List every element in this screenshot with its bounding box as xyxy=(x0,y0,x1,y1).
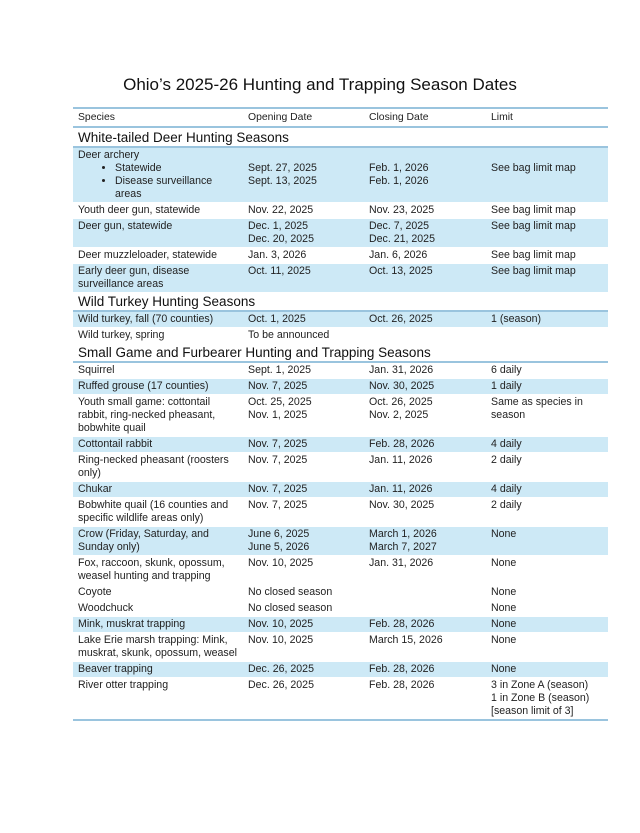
limit-cell xyxy=(486,362,608,379)
species: Crow (Friday, Saturday, and Sunday only) xyxy=(78,528,209,553)
closing-date-cell: Oct. 13, 2025 xyxy=(364,264,486,293)
limit-cell xyxy=(486,395,608,437)
limit: 3 in Zone A (season) xyxy=(491,679,589,691)
opening-date: June 6, 2025 xyxy=(248,528,310,540)
closing-date-cell xyxy=(364,437,486,453)
opening-date-cell xyxy=(243,633,364,662)
opening-date: Nov. 10, 2025 xyxy=(248,634,314,646)
closing-date: Feb. 28, 2026 xyxy=(369,679,435,691)
species: Lake Erie marsh trapping: Mink, muskrat, skunk, opossum, weasel xyxy=(78,634,237,659)
species-cell xyxy=(73,498,243,527)
table-row xyxy=(73,328,608,344)
closing-date: Nov. 2, 2025 xyxy=(369,409,429,421)
table-row xyxy=(73,379,608,395)
opening-date: Sept. 1, 2025 xyxy=(248,364,312,376)
opening-date-cell: To be announced xyxy=(248,329,330,341)
limit-cell xyxy=(486,437,608,453)
species-cell xyxy=(73,585,243,601)
limit-cell: See bag limit map xyxy=(486,219,608,248)
opening-date-cell xyxy=(243,527,364,556)
season-dates-table xyxy=(73,107,608,721)
closing-date-cell xyxy=(364,453,486,482)
section-heading-small-game xyxy=(73,343,608,362)
closing-date-cell xyxy=(364,527,486,556)
species-cell xyxy=(73,453,243,482)
opening-date: Sept. 13, 2025 xyxy=(248,175,317,187)
species-cell: Early deer gun, disease surveillance areas xyxy=(73,264,243,293)
section-title: Wild Turkey Hunting Seasons xyxy=(73,292,608,311)
closing-date-cell xyxy=(364,362,486,379)
species: Bobwhite quail (16 counties and specific wildlife areas only) xyxy=(78,499,229,524)
closing-date-cell xyxy=(364,498,486,527)
table-row xyxy=(73,585,608,601)
species-cell: Deer gun, statewide xyxy=(73,219,243,248)
opening-date-cell xyxy=(243,219,364,248)
closing-date-cell xyxy=(364,662,486,678)
opening-date-cell xyxy=(243,498,364,527)
closing-date-cell: Jan. 6, 2026 xyxy=(364,248,486,264)
species-cell xyxy=(73,395,243,437)
section-title: Small Game and Furbearer Hunting and Trapping Seasons xyxy=(73,343,608,362)
closing-date-cell xyxy=(364,482,486,498)
table-row xyxy=(73,556,608,585)
limit-cell xyxy=(486,556,608,585)
species-cell xyxy=(73,662,243,678)
table-row xyxy=(73,395,608,437)
section-heading-deer xyxy=(73,127,608,147)
limit: 1 in Zone B (season) xyxy=(491,692,590,704)
table-row xyxy=(73,678,608,721)
species: Mink, muskrat trapping xyxy=(78,618,186,630)
closing-date-cell xyxy=(364,585,486,601)
limit-cell xyxy=(486,328,608,344)
table-row xyxy=(73,248,608,264)
limit-cell xyxy=(486,633,608,662)
species-cell xyxy=(73,678,243,721)
species: Fox, raccoon, skunk, opossum, weasel hunting and trapping xyxy=(78,557,225,582)
table-row xyxy=(73,617,608,633)
opening-date: June 5, 2026 xyxy=(248,541,310,553)
table-row xyxy=(73,219,608,248)
table-row xyxy=(73,362,608,379)
opening-date-cell xyxy=(243,379,364,395)
limit-cell: See bag limit map xyxy=(486,264,608,293)
species-cell xyxy=(73,527,243,556)
opening-date: Nov. 7, 2025 xyxy=(248,438,308,450)
limit-cell xyxy=(486,498,608,527)
limit-cell xyxy=(486,453,608,482)
species-sublist xyxy=(78,162,238,201)
section-heading-turkey xyxy=(73,292,608,311)
species-cell: Wild turkey, fall (70 counties) xyxy=(73,311,243,328)
table-row xyxy=(73,601,608,617)
closing-date-cell xyxy=(364,379,486,395)
species: Coyote xyxy=(78,586,112,598)
table-row xyxy=(73,453,608,482)
species-cell xyxy=(73,147,243,203)
table-row xyxy=(73,527,608,556)
closing-date: Oct. 26, 2025 xyxy=(369,396,433,408)
opening-date-cell xyxy=(243,395,364,437)
limit: 4 daily xyxy=(491,438,522,450)
closing-date-cell xyxy=(364,328,486,344)
limit-cell: See bag limit map xyxy=(486,248,608,264)
limit: None xyxy=(491,586,517,598)
page-title: Ohio’s 2025-26 Hunting and Trapping Season Dates xyxy=(123,75,517,94)
limit-cell xyxy=(486,527,608,556)
closing-date: Nov. 30, 2025 xyxy=(369,499,435,511)
opening-date-cell xyxy=(243,147,364,203)
closing-date-cell xyxy=(364,633,486,662)
table-row xyxy=(73,633,608,662)
species: Chukar xyxy=(78,483,113,495)
species-cell xyxy=(73,556,243,585)
closing-date: Feb. 28, 2026 xyxy=(369,663,435,675)
limit-cell xyxy=(486,601,608,617)
limit-cell xyxy=(486,379,608,395)
closing-date-cell xyxy=(364,147,486,203)
header-limit: Limit xyxy=(486,108,608,127)
closing-date: Jan. 11, 2026 xyxy=(369,454,433,466)
table-row xyxy=(73,147,608,203)
table-row xyxy=(73,482,608,498)
opening-date-cell xyxy=(243,662,364,678)
closing-date-cell xyxy=(364,601,486,617)
closing-date-cell xyxy=(364,678,486,721)
limit-cell xyxy=(486,585,608,601)
opening-date-cell xyxy=(243,437,364,453)
closing-date-cell: Oct. 26, 2025 xyxy=(364,311,486,328)
species: Beaver trapping xyxy=(78,663,153,675)
limit-cell: See bag limit map xyxy=(486,147,608,203)
species-cell: Deer muzzleloader, statewide xyxy=(73,248,243,264)
opening-date-cell: Nov. 22, 2025 xyxy=(243,203,364,219)
species-cell xyxy=(73,482,243,498)
opening-date: Sept. 27, 2025 xyxy=(248,162,317,174)
species-cell xyxy=(73,362,243,379)
table-row xyxy=(73,498,608,527)
species-label: Deer archery xyxy=(78,149,140,161)
opening-date-cell xyxy=(243,585,364,601)
species: Squirrel xyxy=(78,364,115,376)
closing-date-cell xyxy=(364,617,486,633)
species-cell xyxy=(73,379,243,395)
species: Youth small game: cottontail rabbit, ring-necked pheasant, bobwhite quail xyxy=(78,396,216,434)
opening-date-cell: Jan. 3, 2026 xyxy=(243,248,364,264)
opening-date: Nov. 7, 2025 xyxy=(248,483,308,495)
closing-date: Feb. 1, 2026 xyxy=(369,162,429,174)
table-row xyxy=(73,264,608,293)
species-cell xyxy=(73,601,243,617)
species: Ring-necked pheasant (roosters only) xyxy=(78,454,229,479)
opening-date-cell xyxy=(243,678,364,721)
limit: None xyxy=(491,618,517,630)
species-cell xyxy=(73,617,243,633)
closing-date: March 7, 2027 xyxy=(369,541,437,553)
opening-date: No closed season xyxy=(248,586,333,598)
limit: None xyxy=(491,663,517,675)
opening-date-cell: Oct. 11, 2025 xyxy=(243,264,364,293)
header-opening-date: Opening Date xyxy=(243,108,364,127)
header-closing-date: Closing Date xyxy=(364,108,486,127)
opening-date: Dec. 26, 2025 xyxy=(248,679,314,691)
table-header-row xyxy=(73,108,608,127)
species: Ruffed grouse (17 counties) xyxy=(78,380,209,392)
closing-date: Feb. 28, 2026 xyxy=(369,618,435,630)
list-item: • Disease surveillance areas xyxy=(115,175,238,201)
opening-date: Dec. 20, 2025 xyxy=(248,233,314,245)
opening-date-cell xyxy=(243,453,364,482)
opening-date-cell xyxy=(243,482,364,498)
species: River otter trapping xyxy=(78,679,169,691)
closing-date: Feb. 28, 2026 xyxy=(369,438,435,450)
closing-date: Dec. 7, 2025 xyxy=(369,220,430,232)
limit-cell xyxy=(486,617,608,633)
closing-date-cell xyxy=(364,395,486,437)
opening-date-cell xyxy=(243,617,364,633)
opening-date: Nov. 7, 2025 xyxy=(248,380,308,392)
opening-date: Dec. 1, 2025 xyxy=(248,220,309,232)
limit-cell xyxy=(486,482,608,498)
limit-cell xyxy=(486,678,608,721)
limit: 1 daily xyxy=(491,380,522,392)
limit-cell: 1 (season) xyxy=(486,311,608,328)
closing-date: March 15, 2026 xyxy=(369,634,443,646)
opening-date: Dec. 26, 2025 xyxy=(248,663,314,675)
opening-date: No closed season xyxy=(248,602,333,614)
limit: None xyxy=(491,634,517,646)
table-row xyxy=(73,662,608,678)
limit: 2 daily xyxy=(491,454,522,466)
closing-date: Nov. 30, 2025 xyxy=(369,380,435,392)
species-cell xyxy=(73,633,243,662)
limit: 6 daily xyxy=(491,364,522,376)
opening-date: Nov. 10, 2025 xyxy=(248,618,314,630)
closing-date: Jan. 31, 2026 xyxy=(369,557,434,569)
limit-cell: See bag limit map xyxy=(486,203,608,219)
closing-date-cell xyxy=(364,556,486,585)
opening-date: Nov. 7, 2025 xyxy=(248,499,308,511)
opening-date-cell xyxy=(243,556,364,585)
table-row xyxy=(73,311,608,328)
limit: None xyxy=(491,528,517,540)
closing-date: March 1, 2026 xyxy=(369,528,437,540)
limit: None xyxy=(491,557,517,569)
opening-date-cell xyxy=(243,362,364,379)
limit-cell xyxy=(486,662,608,678)
species: Cottontail rabbit xyxy=(78,438,153,450)
opening-date-cell: Oct. 1, 2025 xyxy=(243,311,364,328)
table-row xyxy=(73,203,608,219)
closing-date: Feb. 1, 2026 xyxy=(369,175,429,187)
table-row xyxy=(73,437,608,453)
limit: 4 daily xyxy=(491,483,522,495)
limit: Same as species in season xyxy=(491,396,583,421)
small-game-rows xyxy=(73,362,608,720)
closing-date-cell: Nov. 23, 2025 xyxy=(364,203,486,219)
opening-date: Oct. 25, 2025 xyxy=(248,396,312,408)
closing-date-cell xyxy=(364,219,486,248)
limit: [season limit of 3] xyxy=(491,705,574,717)
species-cell: Youth deer gun, statewide xyxy=(73,203,243,219)
closing-date: Jan. 11, 2026 xyxy=(369,483,433,495)
closing-date: Dec. 21, 2025 xyxy=(369,233,435,245)
opening-date-cell xyxy=(243,601,364,617)
species: Woodchuck xyxy=(78,602,134,614)
limit: 2 daily xyxy=(491,499,522,511)
closing-date: Jan. 31, 2026 xyxy=(369,364,434,376)
opening-date: Nov. 10, 2025 xyxy=(248,557,314,569)
opening-date: Nov. 1, 2025 xyxy=(248,409,308,421)
header-species: Species xyxy=(73,108,243,127)
list-item: • Statewide xyxy=(115,162,238,175)
limit: None xyxy=(491,602,517,614)
species-cell: Wild turkey, spring xyxy=(78,329,165,341)
section-title: White-tailed Deer Hunting Seasons xyxy=(73,127,608,147)
opening-date: Nov. 7, 2025 xyxy=(248,454,308,466)
species-cell xyxy=(73,437,243,453)
